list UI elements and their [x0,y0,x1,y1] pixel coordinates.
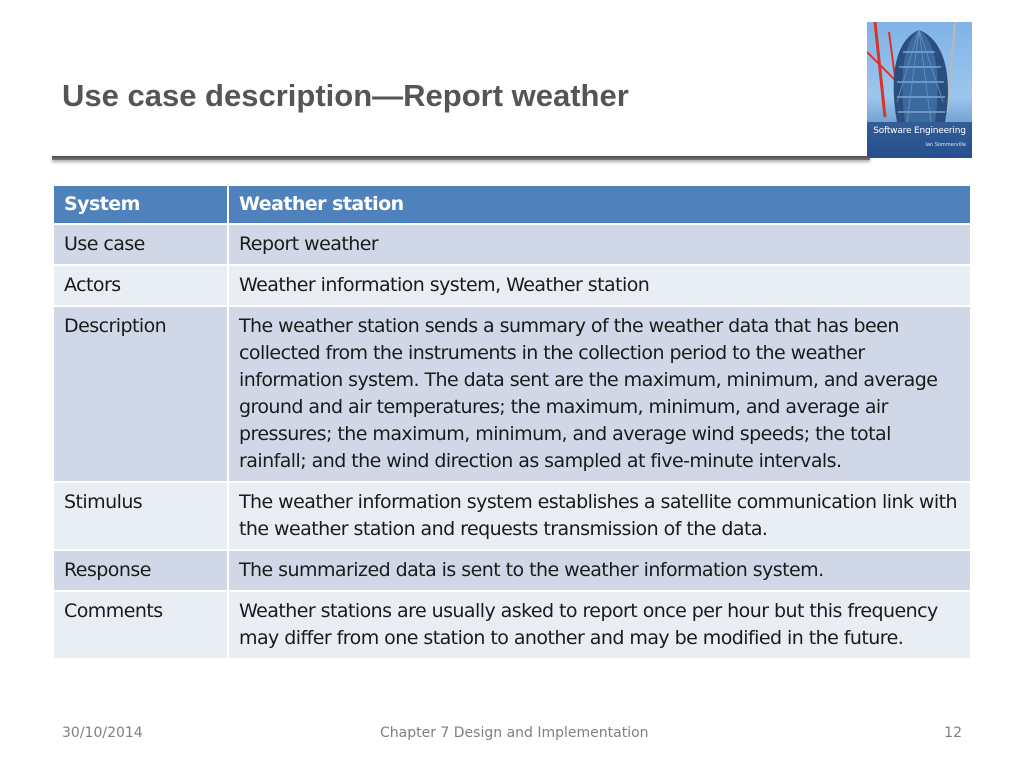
row-value: The summarized data is sent to the weather information system. [228,550,971,591]
header-label-cell: System [53,186,228,224]
table-row [53,482,971,550]
table-row [53,224,971,265]
table-header-row [53,186,971,224]
title-divider [52,156,870,160]
page-number: 12 [944,725,962,741]
cover-title: Software Engineering [873,126,966,136]
table-row [53,306,971,482]
row-label: Comments [53,591,228,659]
slide-title: Use case description—Report weather [62,78,629,113]
footer-date: 30/10/2014 [62,725,143,741]
footer-chapter: Chapter 7 Design and Implementation [380,725,649,741]
table-row [53,591,971,659]
book-cover-image [867,22,972,158]
row-value: Weather stations are usually asked to report once per hour but this frequency may differ from one station to another and may be modified in the future. [228,591,971,659]
row-value: The weather information system establishes a satellite communication link with the weather station and requests transmission of the data. [228,482,971,550]
row-label: Stimulus [53,482,228,550]
row-label: Response [53,550,228,591]
row-value: The weather station sends a summary of the weather data that has been collected from the instruments in the collection period to the weather information system. The data sent are the maximum, minimum, and average ground and air temperatures; the maximum, minimum, and average air pressures; the maximum, minimum, and average wind speeds; the total rainfall; and the wind direction as sampled at five-minute intervals. [228,306,971,482]
table-row [53,550,971,591]
row-value: Report weather [228,224,971,265]
row-label: Use case [53,224,228,265]
table-row [53,265,971,306]
use-case-table [52,186,972,660]
row-label: Actors [53,265,228,306]
header-value-cell: Weather station [228,186,971,224]
row-value: Weather information system, Weather station [228,265,971,306]
cover-author: Ian Sommerville [925,142,966,148]
row-label: Description [53,306,228,482]
